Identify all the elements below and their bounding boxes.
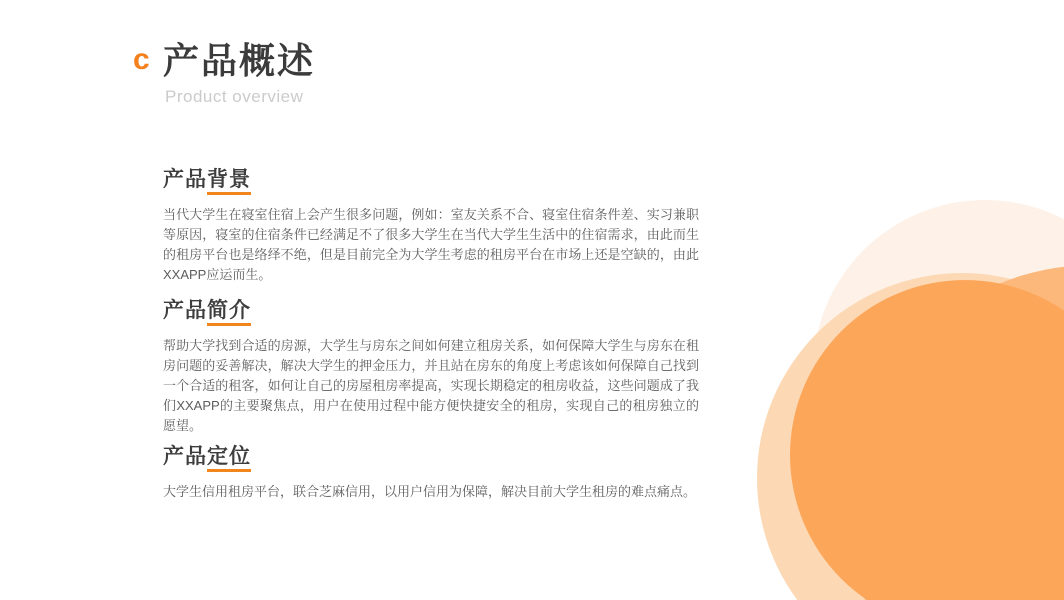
section-title-underlined: 背景 bbox=[207, 168, 251, 195]
section-title-prefix: 产品 bbox=[163, 299, 207, 322]
section-title-introduction bbox=[163, 297, 699, 325]
section-body-positioning: 大学生信用租房平台，联合芝麻信用，以用户信用为保障，解决目前大学生租房的难点痛点。 bbox=[163, 484, 697, 499]
section-product-positioning bbox=[163, 443, 699, 502]
section-body-background: 当代大学生在寝室住宿上会产生很多问题，例如：室友关系不合、寝室住宿条件差、实习兼职等原因，寝室的住宿条件已经满足不了很多大学生在当代大学生生活中的住宿需求，由此而生的租房平台也是络绎不绝，但是目前完全为大学生考虑的租房平台在市场上还是空缺的，由此XXAPP应运而生。 bbox=[163, 207, 699, 282]
section-title-underlined: 简介 bbox=[207, 299, 251, 326]
section-product-background bbox=[163, 166, 699, 285]
page-subtitle: Product overview bbox=[165, 87, 304, 106]
section-title-underlined: 定位 bbox=[207, 445, 251, 472]
section-body-introduction: 帮助大学找到合适的房源，大学生与房东之间如何建立租房关系，如何保障大学生与房东在租房问题的妥善解决，解决大学生的押金压力，并且站在房东的角度上考虑该如何保障自己找到一个合适的租客，如何让自己的房屋租房率提高，实现长期稳定的租房收益，这些问题成了我们XXAPP的主要聚焦点，用户在使用过程中能方便快捷安全的租房，实现自己的租房独立的愿望。 bbox=[163, 338, 699, 433]
section-title-prefix: 产品 bbox=[163, 168, 207, 191]
section-title-background bbox=[163, 166, 699, 194]
title-bullet-icon: c bbox=[133, 43, 150, 76]
page-title: 产品概述 bbox=[163, 40, 316, 81]
section-title-prefix: 产品 bbox=[163, 445, 207, 468]
slide-header bbox=[133, 38, 315, 107]
section-product-introduction bbox=[163, 297, 699, 436]
section-title-positioning bbox=[163, 443, 699, 471]
